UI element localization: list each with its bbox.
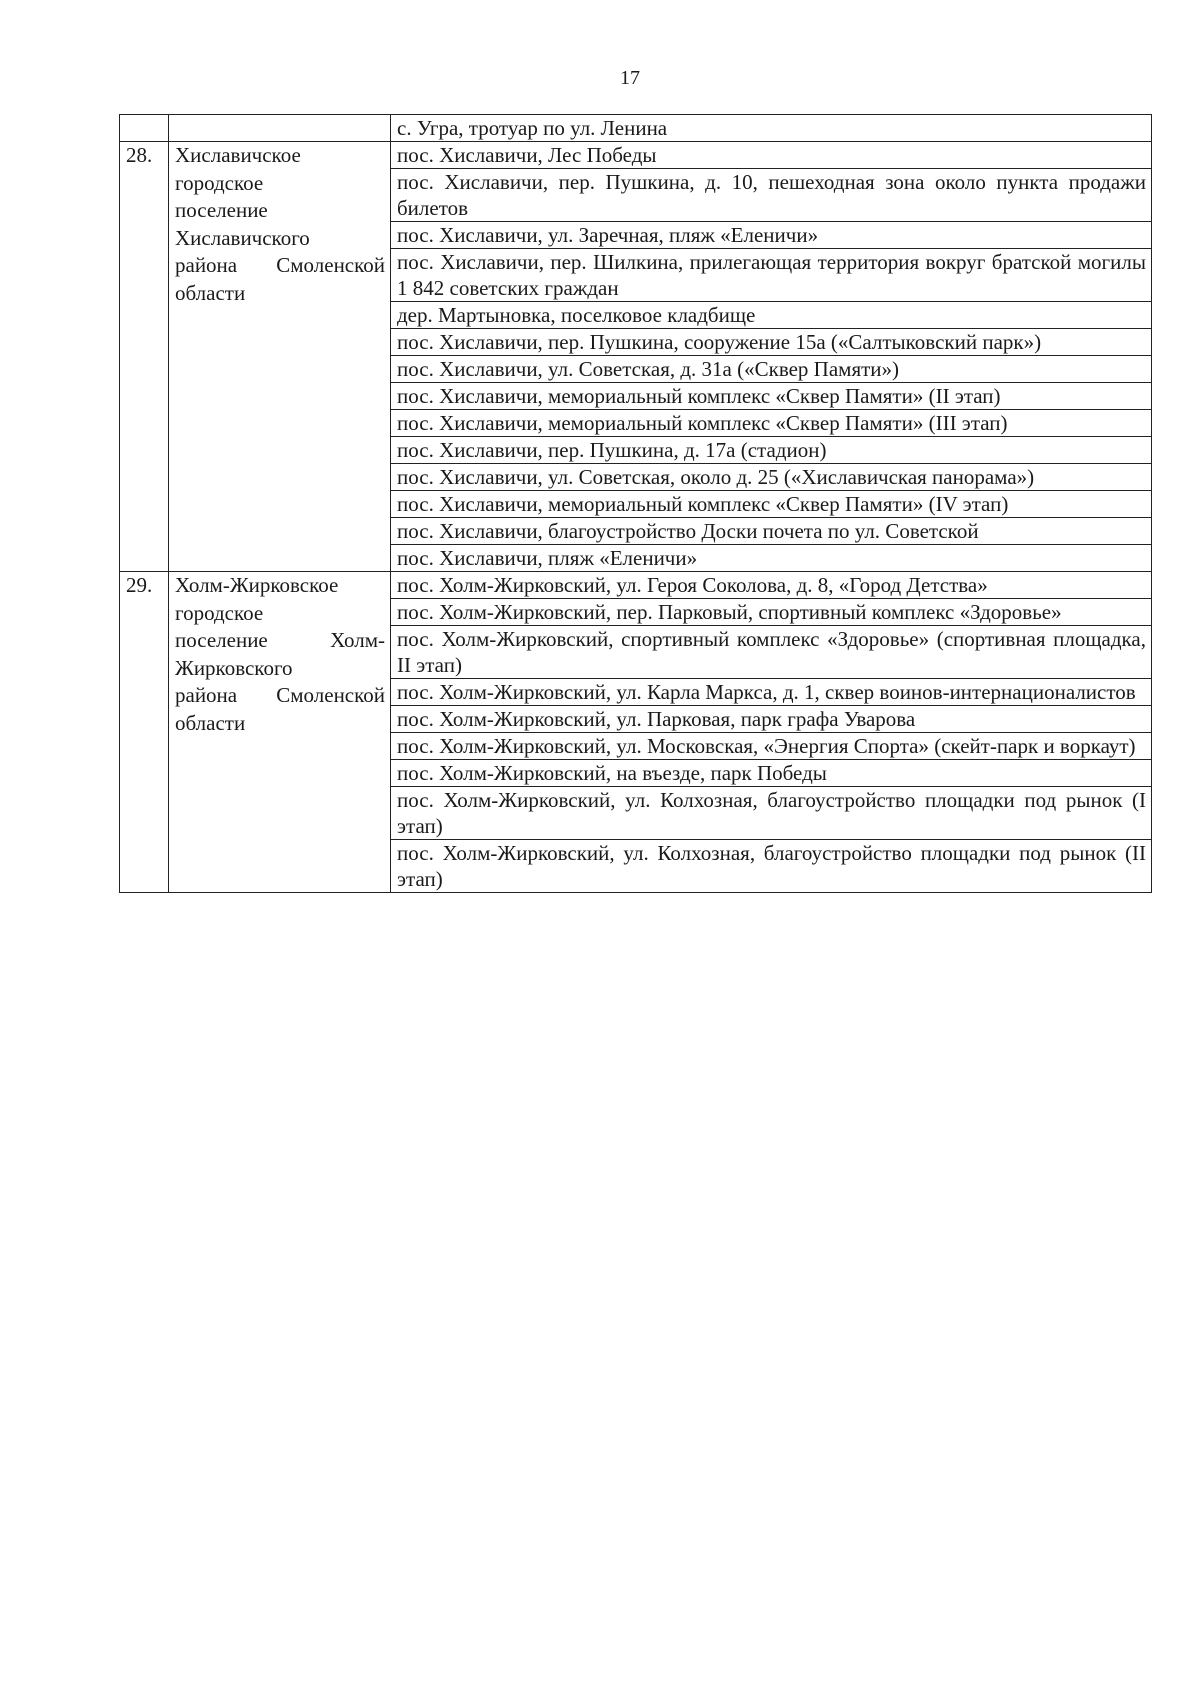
location-cell: пос. Хиславичи, мемориальный комплекс «Сквер Памяти» (III этап) [391,410,1152,437]
municipality-name-line: области [175,280,246,305]
location-cell: пос. Холм-Жирковский, спортивный комплекс «Здоровье» (спортивная площадка, II этап) [391,626,1152,679]
location-cell: пос. Холм-Жирковский, ул. Колхозная, благоустройство площадки под рынок (I этап) [391,787,1152,840]
location-cell: пос. Холм-Жирковский, ул. Карла Маркса, д. 1, сквер воинов-интернационалистов [391,679,1152,706]
location-cell: пос. Хиславичи, пер. Пушкина, сооружение 15а («Салтыковский парк») [391,329,1152,356]
table-row [120,142,1152,169]
municipality-name-line: района Смоленской [175,253,385,277]
municipality-name-line: Хиславичского [175,225,310,250]
table-row [120,572,1152,599]
location-cell: пос. Хиславичи, ул. Заречная, пляж «Еленичи» [391,222,1152,249]
location-cell: пос. Холм-Жирковский, ул. Парковая, парк графа Уварова [391,706,1152,733]
location-cell: пос. Хиславичи, ул. Советская, около д. 25 («Хиславичская панорама») [391,464,1152,491]
municipality-name [169,142,391,572]
municipality-name-line: городское [175,170,264,195]
location-cell: пос. Хиславичи, благоустройство Доски почета по ул. Советской [391,518,1152,545]
municipality-name [169,115,391,142]
location-cell: пос. Хиславичи, Лес Победы [391,142,1152,169]
municipality-name [169,572,391,893]
municipality-name-line: поселение Холм- [175,628,385,652]
locations-table [119,114,1152,893]
page-number: 17 [620,67,640,89]
location-cell: пос. Холм-Жирковский, пер. Парковый, спортивный комплекс «Здоровье» [391,599,1152,626]
municipality-name-line: Холм-Жирковское [175,573,339,597]
location-cell: пос. Холм-Жирковский, ул. Колхозная, благоустройство площадки под рынок (II этап) [391,840,1152,893]
location-cell: дер. Мартыновка, поселковое кладбище [391,302,1152,329]
location-cell: пос. Хиславичи, мемориальный комплекс «Сквер Памяти» (IV этап) [391,491,1152,518]
municipality-name-line: района Смоленской [175,683,385,707]
location-cell: пос. Холм-Жирковский, ул. Московская, «Энергия Спорта» (скейт-парк и воркаут) [391,733,1152,760]
location-cell: пос. Хиславичи, пер. Шилкина, прилегающая территория вокруг братской могилы 1 842 советских граждан [391,249,1152,302]
location-cell: пос. Хиславичи, пер. Пушкина, д. 17а (стадион) [391,437,1152,464]
location-cell: пос. Хиславичи, ул. Советская, д. 31а («Сквер Памяти») [391,356,1152,383]
location-cell: пос. Хиславичи, пер. Пушкина, д. 10, пешеходная зона около пункта продажи билетов [391,169,1152,222]
municipality-name-line: городское [175,600,264,625]
location-cell: пос. Хиславичи, пляж «Еленичи» [391,545,1152,572]
row-number [120,115,169,142]
table-body [120,115,1152,893]
location-cell: с. Угра, тротуар по ул. Ленина [391,115,1152,142]
municipality-name-line: Хиславичское [175,143,301,167]
table-row [120,115,1152,142]
row-number: 28. [120,142,169,572]
municipality-name-line: Жирковского [175,655,293,680]
location-cell: пос. Холм-Жирковский, ул. Героя Соколова, д. 8, «Город Детства» [391,572,1152,599]
municipality-name-line: поселение [175,198,268,222]
location-cell: пос. Холм-Жирковский, на въезде, парк Победы [391,760,1152,787]
municipality-name-line: области [175,710,246,735]
location-cell: пос. Хиславичи, мемориальный комплекс «Сквер Памяти» (II этап) [391,383,1152,410]
row-number: 29. [120,572,169,893]
